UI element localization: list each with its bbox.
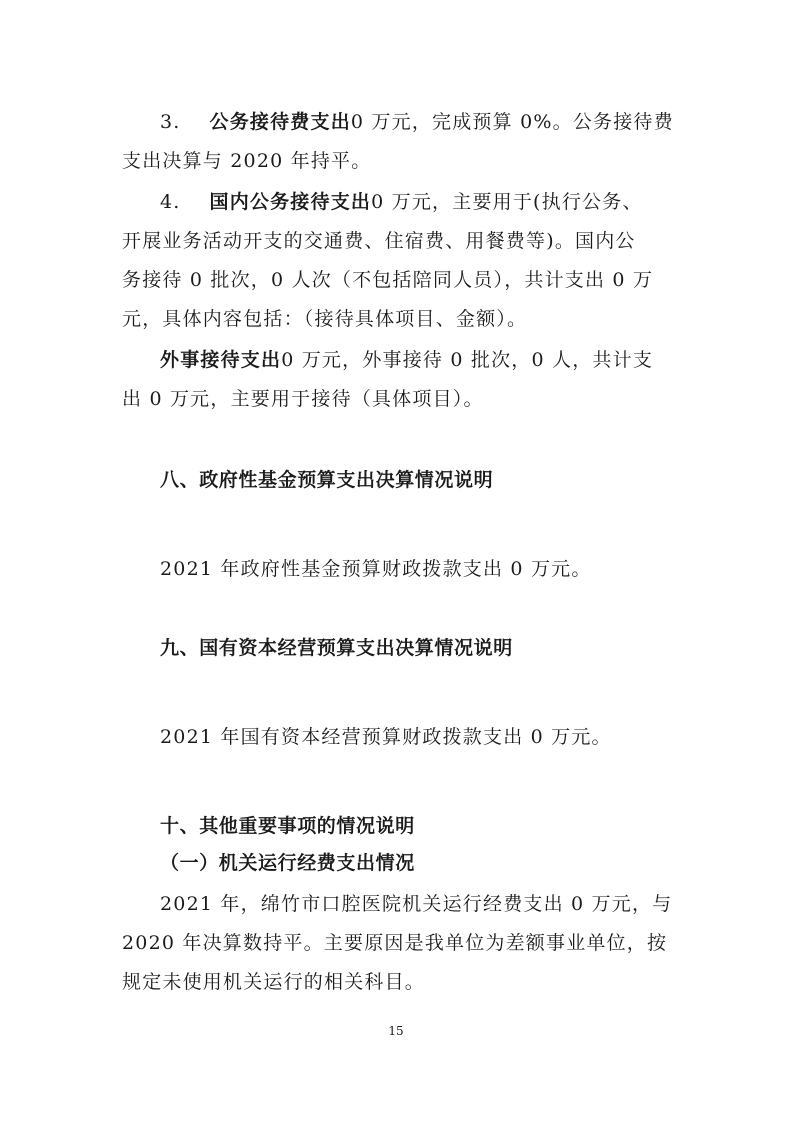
- item-text: 0 万元，主要用于(执行公务、: [371, 191, 643, 213]
- paragraph-gov-fund: 2021 年政府性基金预算财政拨款支出 0 万元。: [160, 558, 592, 580]
- paragraph-line: 支出决算与 2020 年持平。: [122, 150, 372, 172]
- paragraph-line: 2021 年，绵竹市口腔医院机关运行经费支出 0 万元，与: [160, 893, 673, 915]
- paragraph-foreign-reception-line1: [160, 347, 653, 373]
- item-number: 4.: [160, 191, 181, 213]
- paragraph-state-capital: 2021 年国有资本经营预算财政拨款支出 0 万元。: [160, 726, 612, 748]
- item-text: 0 万元，完成预算 0%。公务接待费: [350, 111, 674, 133]
- page-number: 15: [388, 1024, 404, 1038]
- paragraph-reception-total-line1: [160, 109, 674, 135]
- paragraph-line: 规定未使用机关运行的相关科目。: [122, 971, 426, 993]
- item-title: 国内公务接待支出: [209, 191, 372, 213]
- item-title: 外事接待支出: [160, 349, 282, 371]
- paragraph-line: 务接待 0 批次，0 人次（不包括陪同人员），共计支出 0 万: [122, 269, 654, 291]
- item-number: 3.: [160, 111, 181, 133]
- section-heading-10: 十、其他重要事项的情况说明: [160, 815, 415, 837]
- section-heading-9: 九、国有资本经营预算支出决算情况说明: [160, 637, 513, 659]
- item-text: 0 万元，外事接待 0 批次，0 人，共计支: [281, 349, 654, 371]
- paragraph-line: 2020 年决算数持平。主要原因是我单位为差额事业单位，按: [122, 932, 668, 954]
- item-title: 公务接待费支出: [209, 111, 351, 133]
- paragraph-domestic-reception-line1: [160, 189, 643, 215]
- subsection-heading-10-1: （一）机关运行经费支出情况: [160, 852, 415, 874]
- section-heading-8: 八、政府性基金预算支出决算情况说明: [160, 469, 494, 491]
- paragraph-line: 开展业务活动开支的交通费、住宿费、用餐费等)。国内公: [122, 230, 636, 252]
- paragraph-line: 元，具体内容包括：（接待具体项目、金额）。: [122, 308, 528, 330]
- paragraph-line: 出 0 万元，主要用于接待（具体项目）。: [122, 388, 484, 410]
